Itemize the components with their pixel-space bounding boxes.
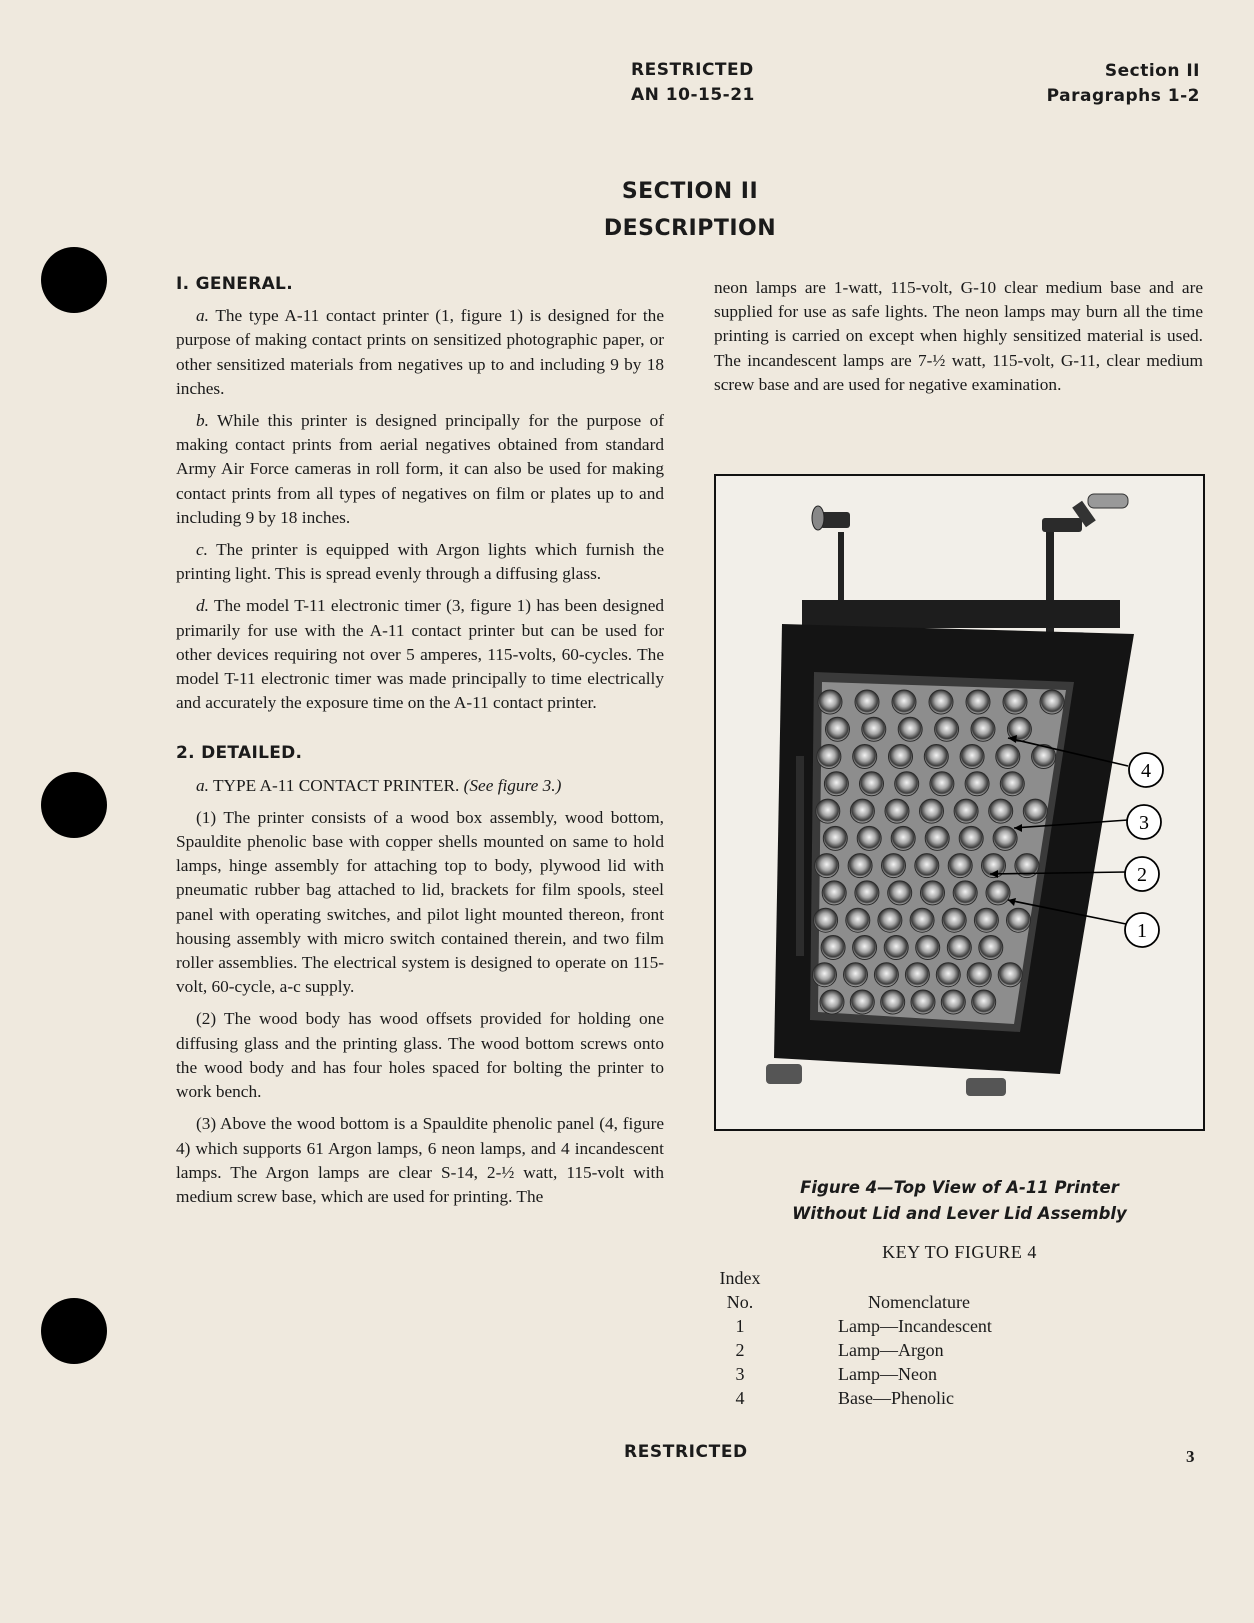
lamp-bulb — [862, 717, 886, 741]
svg-text:3: 3 — [1139, 812, 1149, 834]
key-table — [700, 1266, 992, 1410]
svg-text:4: 4 — [1141, 760, 1151, 782]
lamp-bulb — [941, 990, 965, 1014]
lamp-bulb — [935, 717, 959, 741]
lamp-bulb — [929, 690, 953, 714]
lamp-bulb — [816, 799, 840, 823]
lamp-bulb — [874, 963, 898, 987]
lamp-bulb — [966, 690, 990, 714]
lamp-bulb — [850, 990, 874, 1014]
lamp-bulb — [942, 908, 966, 932]
section-subtitle: DESCRIPTION — [603, 216, 777, 241]
lamp-bulb — [891, 826, 915, 850]
lamp-bulb — [974, 908, 998, 932]
paragraph-general-a: a. The type A-11 contact printer (1, figure 1) is designed for the purpose of making contact prints on sensitized photographic paper, or other sensitized materials from negatives up to and including 9 by 18 inches. — [176, 306, 664, 398]
heading-general: I. GENERAL. — [176, 274, 293, 294]
key-header-no: No. — [726, 1292, 754, 1312]
key-header-nomenclature: Nomenclature — [868, 1292, 970, 1312]
section-title: SECTION II — [621, 179, 759, 204]
left-column — [176, 272, 664, 1209]
lamp-bulb — [920, 799, 944, 823]
paragraph-general-b: b. While this printer is designed principally for the purpose of making contact prints from aerial negatives obtained from standard Army Air Force cameras in roll form, it can also be used for making contact prints from all types of negatives on film or plates up to and including 9 by 18 inches. — [176, 411, 664, 527]
paragraph-continued: neon lamps are 1-watt, 115-volt, G-10 clear medium base and are supplied for use as safe lights. The neon lamps may burn all the time printing is carried on except when highly sensitized material is used. The incandescent lamps are 7-½ watt, 115-volt, G-11, clear medium screw base and are used for negative examination. — [714, 278, 1203, 394]
callout-2 — [1125, 857, 1159, 891]
paragraph-detailed-1: (1) The printer consists of a wood box assembly, wood bottom, Spauldite phenolic base with copper shells mounted on same to hold lamps, hinge assembly for attaching top to body, plywood lid with pneumatic rubber bag attached to lid, brackets for film spools, steel panel with operating switches, and pilot light mounted thereon, front housing assembly with micro switch contained therein, and two film roller assemblies. The electrical system is designed to operate on 115-volt, 60-cycle, a-c supply. — [176, 807, 664, 997]
lamp-bulb — [821, 936, 845, 960]
lamp-bulb — [826, 717, 850, 741]
lamp-bulb — [959, 826, 983, 850]
figure-4-frame — [714, 474, 1205, 1131]
lamp-bulb — [915, 854, 939, 878]
lamp-bulb — [916, 936, 940, 960]
paragraph-detailed-3: (3) Above the wood bottom is a Spauldite phenolic panel (4, figure 4) which supports 61 Argon lamps, 6 neon lamps, and 4 incandescent lamps. The Argon lamps are clear S-14, 2-½ watt, 115-volt with medium screw base, which are used for printing. The — [176, 1114, 664, 1206]
lamp-bulb — [1023, 799, 1047, 823]
lamp-bulb — [947, 936, 971, 960]
paragraph-general-c: c. The printer is equipped with Argon lights which furnish the printing light. This is spread evenly through a diffusing glass. — [176, 540, 664, 584]
paragraph-detailed-a: a. TYPE A-11 CONTACT PRINTER. (See figure 3.) — [196, 775, 562, 795]
figure-caption-line1: Figure 4—Top View of A-11 Printer — [800, 1178, 1119, 1197]
lamp-bulb — [813, 963, 837, 987]
lamp-bulb — [823, 826, 847, 850]
callout-4 — [1129, 753, 1163, 787]
lamp-bulb — [921, 881, 945, 905]
lamp-bulb — [972, 990, 996, 1014]
lamp-bulb — [998, 963, 1022, 987]
footer-classification: RESTRICTED — [624, 1442, 748, 1462]
punch-hole-bottom — [41, 1298, 107, 1364]
lamp-bulb — [857, 826, 881, 850]
header-classification: RESTRICTED — [631, 60, 754, 80]
paragraph-detailed-2: (2) The wood body has wood offsets provided for holding one diffusing glass and the printing glass. The wood bottom screws onto the wood body and has four holes spaced for bolting the printer to work bench. — [176, 1009, 664, 1102]
lamp-bulb — [848, 854, 872, 878]
lamp-bulb — [882, 854, 906, 878]
lamp-bulb — [936, 963, 960, 987]
lamp-bulb — [954, 799, 978, 823]
svg-text:2: 2 — [1137, 864, 1147, 886]
key-row: 1 Lamp—Incandescent — [735, 1316, 992, 1336]
lamp-bulb — [898, 717, 922, 741]
heading-detailed: 2. DETAILED. — [176, 743, 303, 764]
lamp-bulb — [889, 745, 913, 769]
key-row: 3 Lamp—Neon — [735, 1364, 937, 1384]
lamp-bulb — [850, 799, 874, 823]
key-header-index: Index — [719, 1268, 761, 1288]
lamp-bulb — [822, 881, 846, 905]
lamp-bulb — [1000, 772, 1024, 796]
label-d: d. — [196, 596, 209, 616]
svg-text:1: 1 — [1137, 920, 1147, 942]
lamp-bulb — [996, 745, 1020, 769]
lamp-bulb — [844, 963, 868, 987]
printer-photo — [716, 476, 1203, 1129]
right-column — [714, 276, 1203, 397]
lamp-bulb — [905, 963, 929, 987]
lamp-bulb — [846, 908, 870, 932]
lamp-bulb — [979, 936, 1003, 960]
lamp-bulb — [881, 990, 905, 1014]
lamp-bulb — [971, 717, 995, 741]
lamp-bulb — [967, 963, 991, 987]
lamp-bulb — [910, 908, 934, 932]
lamp-bulb — [888, 881, 912, 905]
lamp-bulb — [989, 799, 1013, 823]
lamp-bulb — [1003, 690, 1027, 714]
label-c: c. — [196, 540, 208, 560]
lamp-bulb — [1007, 908, 1031, 932]
lamp-bulb — [820, 990, 844, 1014]
lamp-bulb — [924, 745, 948, 769]
lamp-bulb — [855, 881, 879, 905]
lamp-bulb — [815, 854, 839, 878]
lamp-bulb — [930, 772, 954, 796]
lamp-bulb — [824, 772, 848, 796]
key-row: 2 Lamp—Argon — [735, 1340, 944, 1360]
lamp-bulb — [855, 690, 879, 714]
page-number: 3 — [1186, 1447, 1196, 1466]
callout-3 — [1127, 805, 1161, 839]
lamp-bulb — [853, 936, 877, 960]
lamp-bulb — [986, 881, 1010, 905]
lamp-bulb — [948, 854, 972, 878]
lamp-bulb — [993, 826, 1017, 850]
key-title: KEY TO FIGURE 4 — [882, 1242, 1037, 1262]
paragraph-general-d: d. The model T-11 electronic timer (3, figure 1) has been designed primarily for use with the A-11 contact printer but can be used for other devices requiring not over 5 amperes, 115-volts, 60-cycles. The model T-11 electronic timer was made principally to time electrically and accurately the exposure time on the A-11 contact printer. — [176, 596, 664, 713]
lamp-bulb — [860, 772, 884, 796]
lamp-bulb — [885, 799, 909, 823]
lamp-bulb — [895, 772, 919, 796]
lamp-bulb — [965, 772, 989, 796]
lamp-bulb — [953, 881, 977, 905]
lamp-bulb — [884, 936, 908, 960]
lamp-bulb — [892, 690, 916, 714]
figure-caption-line2: Without Lid and Lever Lid Assembly — [792, 1204, 1127, 1223]
lamp-bulb — [878, 908, 902, 932]
lamp-bulb — [925, 826, 949, 850]
header-paragraphs: Paragraphs 1-2 — [1046, 86, 1200, 106]
header-section: Section II — [1104, 61, 1200, 81]
callout-1 — [1125, 913, 1159, 947]
label-b: b. — [196, 411, 209, 431]
lamp-bulb — [818, 690, 842, 714]
lamp-bulb — [960, 745, 984, 769]
punch-hole-top — [41, 247, 107, 313]
label-a: a. — [196, 306, 209, 326]
punch-hole-middle — [41, 772, 107, 838]
lamp-bulb — [853, 745, 877, 769]
lamp-bulb — [1040, 690, 1064, 714]
key-row: 4 Base—Phenolic — [735, 1388, 954, 1408]
lamp-bulb — [911, 990, 935, 1014]
hinge-rail — [802, 600, 1120, 628]
lamp-bulb — [817, 745, 841, 769]
header-doc-number: AN 10-15-21 — [631, 85, 755, 105]
lamp-bulb — [814, 908, 838, 932]
